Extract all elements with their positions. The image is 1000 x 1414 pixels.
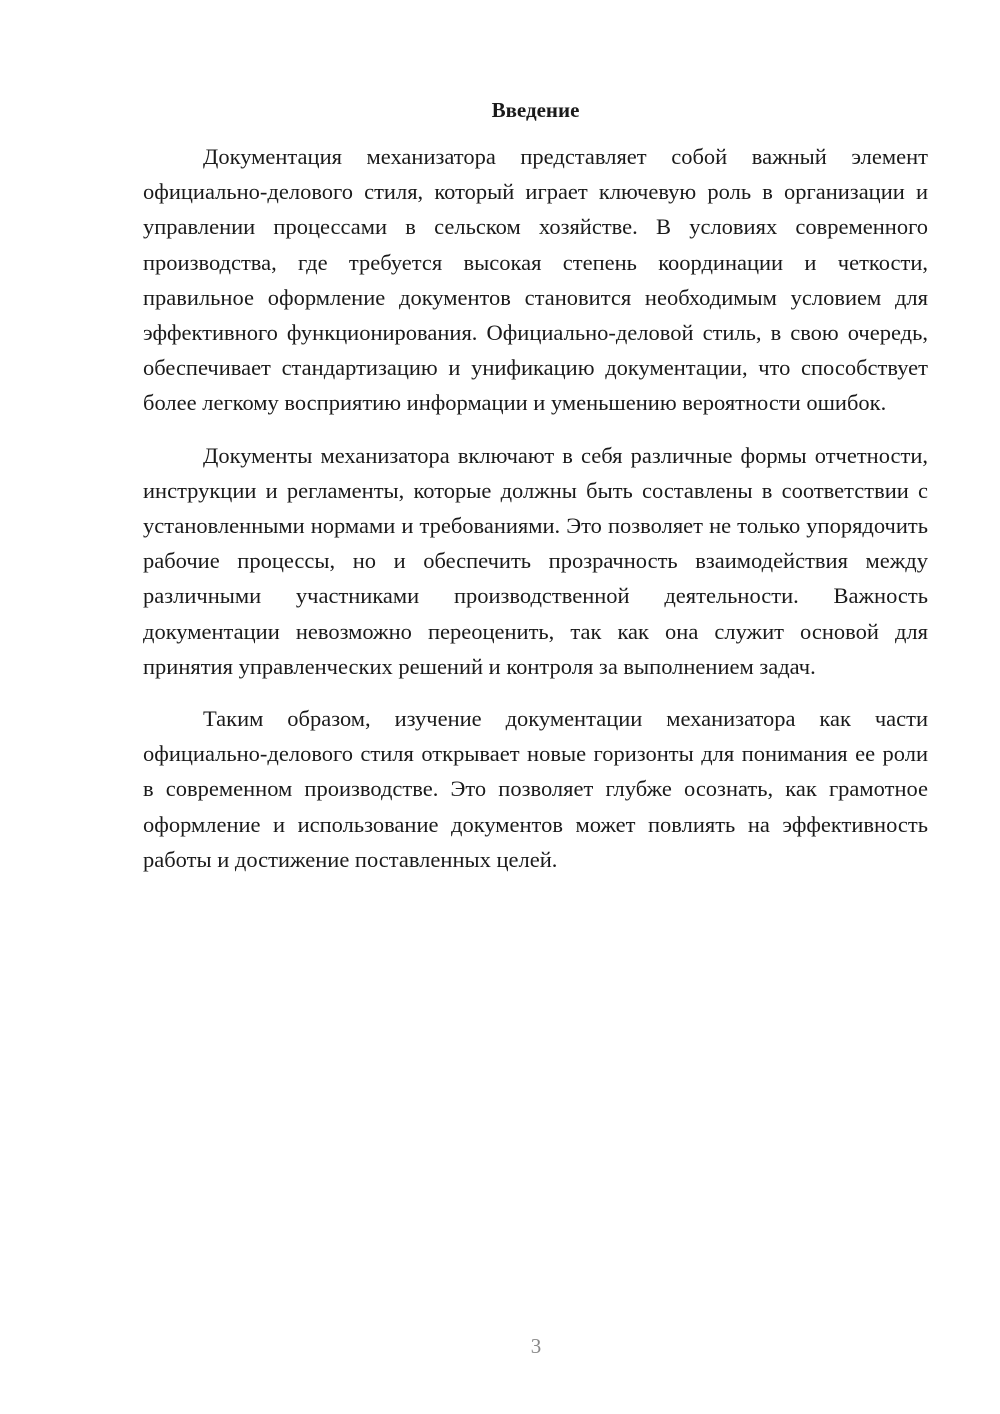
page-number: 3 — [530, 1334, 542, 1358]
paragraph-3: Таким образом, изучение документации механизатора как части официально-делового стиля открывает новые горизонты для понимания ее роли в современном производстве. Это позволяет глубже осознать, как грамотное оформление и использование документов может повлиять на эффективность работы и достижение поставленных целей. — [143, 706, 928, 872]
paragraph-1: Документация механизатора представляет собой важный элемент официально-делового стиля, который играет ключевую роль в организации и управлении процессами в сельском хозяйстве. В условиях современного производства, где требуется высокая степень координации и четкости, правильное оформление документов становится необходимым условием для эффективного функционирования. Официально-деловой стиль, в свою очередь, обеспечивает стандартизацию и унификацию документации, что способствует более легкому восприятию информации и уменьшению вероятности ошибок. — [143, 144, 928, 416]
document-page — [143, 95, 928, 894]
paragraph-2: Документы механизатора включают в себя различные формы отчетности, инструкции и регламенты, которые должны быть составлены в соответствии с установленными нормами и требованиями. Это позволяет не только упорядочить рабочие процессы, но и обеспечить прозрачность взаимодействия между различными участниками производственной деятельности. Важность документации невозможно переоценить, так как она служит основой для принятия управленческих решений и контроля за выполнением задач. — [143, 442, 928, 679]
section-heading: Введение — [491, 98, 580, 122]
